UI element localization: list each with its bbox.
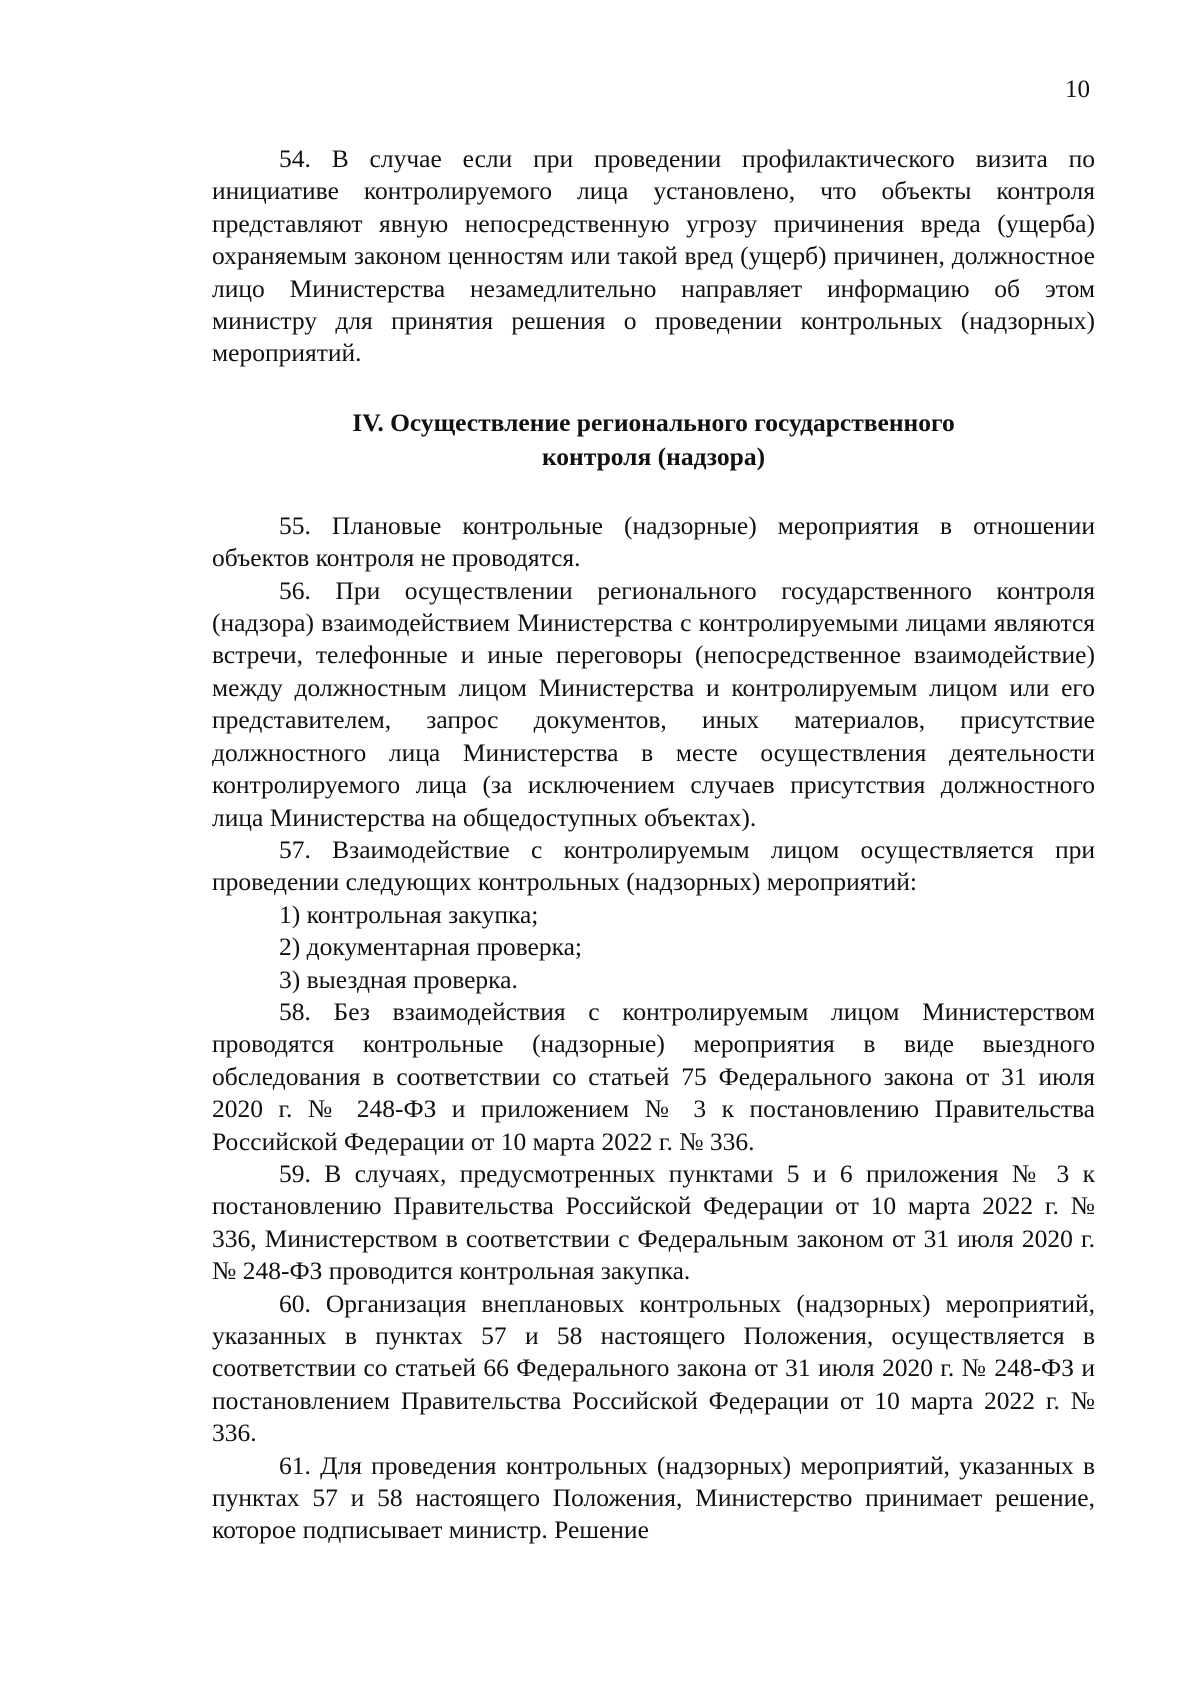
list-item-1: 1) контрольная закупка; (279, 899, 539, 929)
section-heading (212, 406, 1095, 474)
paragraph-59: 59. В случаях, предусмотренных пунктами 5 и 6 приложения № 3 к постановлению Правительства Российской Федерации от 10 марта 2022 г. № 336, Министерством в соответствии с Федеральным законом от 31 июля 2020 г. № 248-ФЗ проводится контрольная закупка. (212, 1158, 1095, 1286)
paragraph-61: 61. Для проведения контрольных (надзорных) мероприятий, указанных в пунктах 57 и 58 настоящего Положения, Министерство принимает решение, которое подписывает министр. Решение (212, 1450, 1095, 1545)
section-heading-line-1: IV. Осуществление регионального государственного (352, 407, 955, 437)
list-item-2: 2) документарная проверка; (279, 932, 582, 962)
page-number: 10 (1065, 76, 1090, 103)
paragraph-58: 58. Без взаимодействия с контролируемым лицом Министерством проводятся контрольные (надзорные) мероприятия в виде выездного обследования в соответствии со статьей 75 Федерального закона от 31 июля 2020 г. № 248-ФЗ и приложением № 3 к постановлению Правительства Российской Федерации от 10 марта 2022 г. № 336. (212, 996, 1095, 1156)
paragraph-54: 54. В случае если при проведении профилактического визита по инициативе контролируемого лица установлено, что объекты контроля представляют явную непосредственную угрозу причинения вреда (ущерба) охраняемым законом ценностям или такой вред (ущерб) причинен, должностное лицо Министерства незамедлительно направляет информацию об этом министру для принятия решения о проведении контрольных (надзорных) мероприятий. (212, 144, 1095, 368)
paragraph-57: 57. Взаимодействие с контролируемым лицом осуществляется при проведении следующих контрольных (надзорных) мероприятий: (212, 834, 1095, 897)
paragraph-56: 56. При осуществлении регионального государственного контроля (надзора) взаимодействием Министерства с контролируемыми лицами являются встречи, телефонные и иные переговоры (непосредственное взаимодействие) между должностным лицом Министерства и контролируемым лицом или его представителем, запрос документов, иных материалов, присутствие должностного лица Министерства в месте осуществления деятельности контролируемого лица (за исключением случаев присутствия должностного лица Министерства на общедоступных объектах). (212, 575, 1095, 832)
section-heading-line-2: контроля (надзора) (541, 441, 766, 471)
paragraph-60: 60. Организация внеплановых контрольных (надзорных) мероприятий, указанных в пунктах 57 и 58 настоящего Положения, осуществляется в соответствии со статьей 66 Федерального закона от 31 июля 2020 г. № 248-ФЗ и постановлением Правительства Российской Федерации от 10 марта 2022 г. № 336. (212, 1288, 1095, 1448)
list-item-3: 3) выездная проверка. (279, 964, 518, 994)
paragraph-55: 55. Плановые контрольные (надзорные) мероприятия в отношении объектов контроля не проводятся. (212, 510, 1095, 573)
document-body (212, 143, 1095, 1547)
